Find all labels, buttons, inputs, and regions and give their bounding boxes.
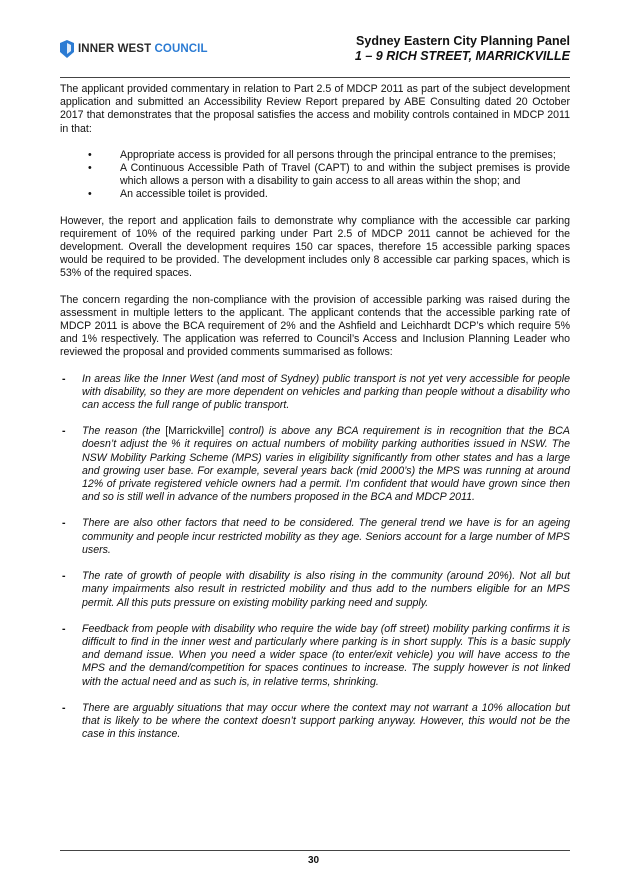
- comment-text: Feedback from people with disability who require the wide bay (off street) mobility parking confirms it is difficult to find in the inner west and particularly where parking is in short supply. This is a basic supply and demand issue. When you need a wider space (to enter/exit vehicle) you will have access to the MPS and the demand/competition for spaces continues to increase. The supply however is not linked with the actual need and as such is, in relative terms, shrinking.: [82, 622, 570, 688]
- intro-paragraph: The applicant provided commentary in relation to Part 2.5 of MDCP 2011 as part of the subject development application and submitted an Accessibility Review Report prepared by ABE Consulting dated 20 October 2017 that demonstrates that the proposal satisfies the access and mobility controls contained in MDCP 2011 in that:: [60, 83, 570, 135]
- dash-marker: -: [62, 701, 66, 714]
- logo-text-inner-west: INNER WEST: [78, 43, 155, 55]
- logo-text-council: COUNCIL: [154, 43, 208, 55]
- list-item: [60, 517, 570, 557]
- list-item: [60, 570, 570, 610]
- referral-paragraph: The concern regarding the non-compliance with the provision of accessible parking was raised during the assessment in multiple letters to the applicant. The applicant contends that the accessible parking rate of MDCP 2011 is above the BCA requirement of 2% and the Ashfield and Leichhardt DCP’s which require 5% and 1% respectively. The application was referred to Council’s Access and Inclusion Planning Leader who reviewed the proposal and provided comments summarised as follows:: [60, 293, 570, 359]
- inner-west-council-logo-icon: [60, 40, 74, 58]
- header-divider: [60, 77, 570, 78]
- site-address: 1 – 9 RICH STREET, MARRICKVILLE: [354, 49, 570, 63]
- page-body: [60, 83, 570, 754]
- comment-insertion: [Marrickville]: [165, 425, 225, 438]
- page-number: 30: [307, 855, 320, 866]
- bullet-text: A Continuous Accessible Path of Travel (CAPT) to and within the subject premises is provide which allows a person with a disability to gain access to all areas within the shop; and: [120, 162, 570, 188]
- list-item: [60, 623, 570, 689]
- comment-text: There are arguably situations that may occur where the context may not warrant a 10% allocation but that is likely to be where the context doesn’t support parking anyway. However, this would not be the case in this instance.: [82, 701, 570, 741]
- comment-text: control) is above any BCA requirement is in recognition that the BCA doesn’t adjust the % it requires on actual numbers of mobility parking authorities issued in NSW. The NSW Mobility Parking Scheme (MPS) varies in eligibility significantly from other states and has a large and growing user base. For example, several years back (mid 2000’s) the MPS was running at around 12% of private registered vehicle owners had a permit. I’m confident that would have grown since then and so is still well in advance of the numbers proposed in the BCA and MDCP 2011.: [82, 425, 570, 504]
- list-item: [60, 188, 570, 201]
- parking-shortfall-paragraph: However, the report and application fails to demonstrate why compliance with the accessible car parking requirement of 10% of the required parking under Part 2.5 of MDCP 2011 cannot be achieved for the development. Overall the development requires 150 car spaces, therefore 15 accessible parking spaces would be required to be provided. The development includes only 8 accessible car parking spaces, which is 53% of the required spaces.: [60, 214, 570, 280]
- list-item: [60, 702, 570, 742]
- council-logo: [60, 40, 208, 58]
- comment-text: The reason (the: [82, 425, 166, 438]
- header-titles: [355, 34, 570, 64]
- comment-text: In areas like the Inner West (and most of Sydney) public transport is not yet very accessible for people with disability, so they are more dependent on vehicles and parking than people without a disability who can access the full range of public transport.: [82, 372, 570, 412]
- compliance-bullet-list: [60, 149, 570, 202]
- logo-wordmark: [78, 43, 208, 55]
- panel-title: Sydney Eastern City Planning Panel: [356, 34, 570, 48]
- bullet-marker: •: [88, 188, 92, 201]
- bullet-text: Appropriate access is provided for all persons through the principal entrance to the premises;: [120, 148, 556, 161]
- list-item: [60, 162, 570, 188]
- bullet-text: An accessible toilet is provided.: [120, 188, 268, 201]
- bullet-marker: •: [88, 162, 92, 175]
- comment-text: The rate of growth of people with disability is also rising in the community (around 20%). Not all but many impairments also result in restricted mobility and thus add to the numbers eligible for an MPS permit. All this puts pressure on existing mobility parking need and supply.: [82, 570, 570, 609]
- dash-marker: -: [62, 372, 66, 385]
- list-item: [60, 373, 570, 413]
- bullet-marker: •: [88, 148, 92, 161]
- comment-text: There are also other factors that need to be considered. The general trend we have is for an ageing community and people incur restricted mobility as they age. Seniors account for a large number of MPS users.: [82, 517, 570, 556]
- list-item: [60, 149, 570, 162]
- dash-marker: -: [62, 570, 66, 583]
- dash-marker: -: [62, 517, 66, 530]
- footer-divider: [60, 850, 570, 851]
- list-item: [60, 425, 570, 504]
- dash-marker: -: [62, 425, 66, 438]
- page-header: [60, 34, 570, 78]
- dash-marker: -: [62, 622, 66, 635]
- officer-comments-list: [60, 373, 570, 742]
